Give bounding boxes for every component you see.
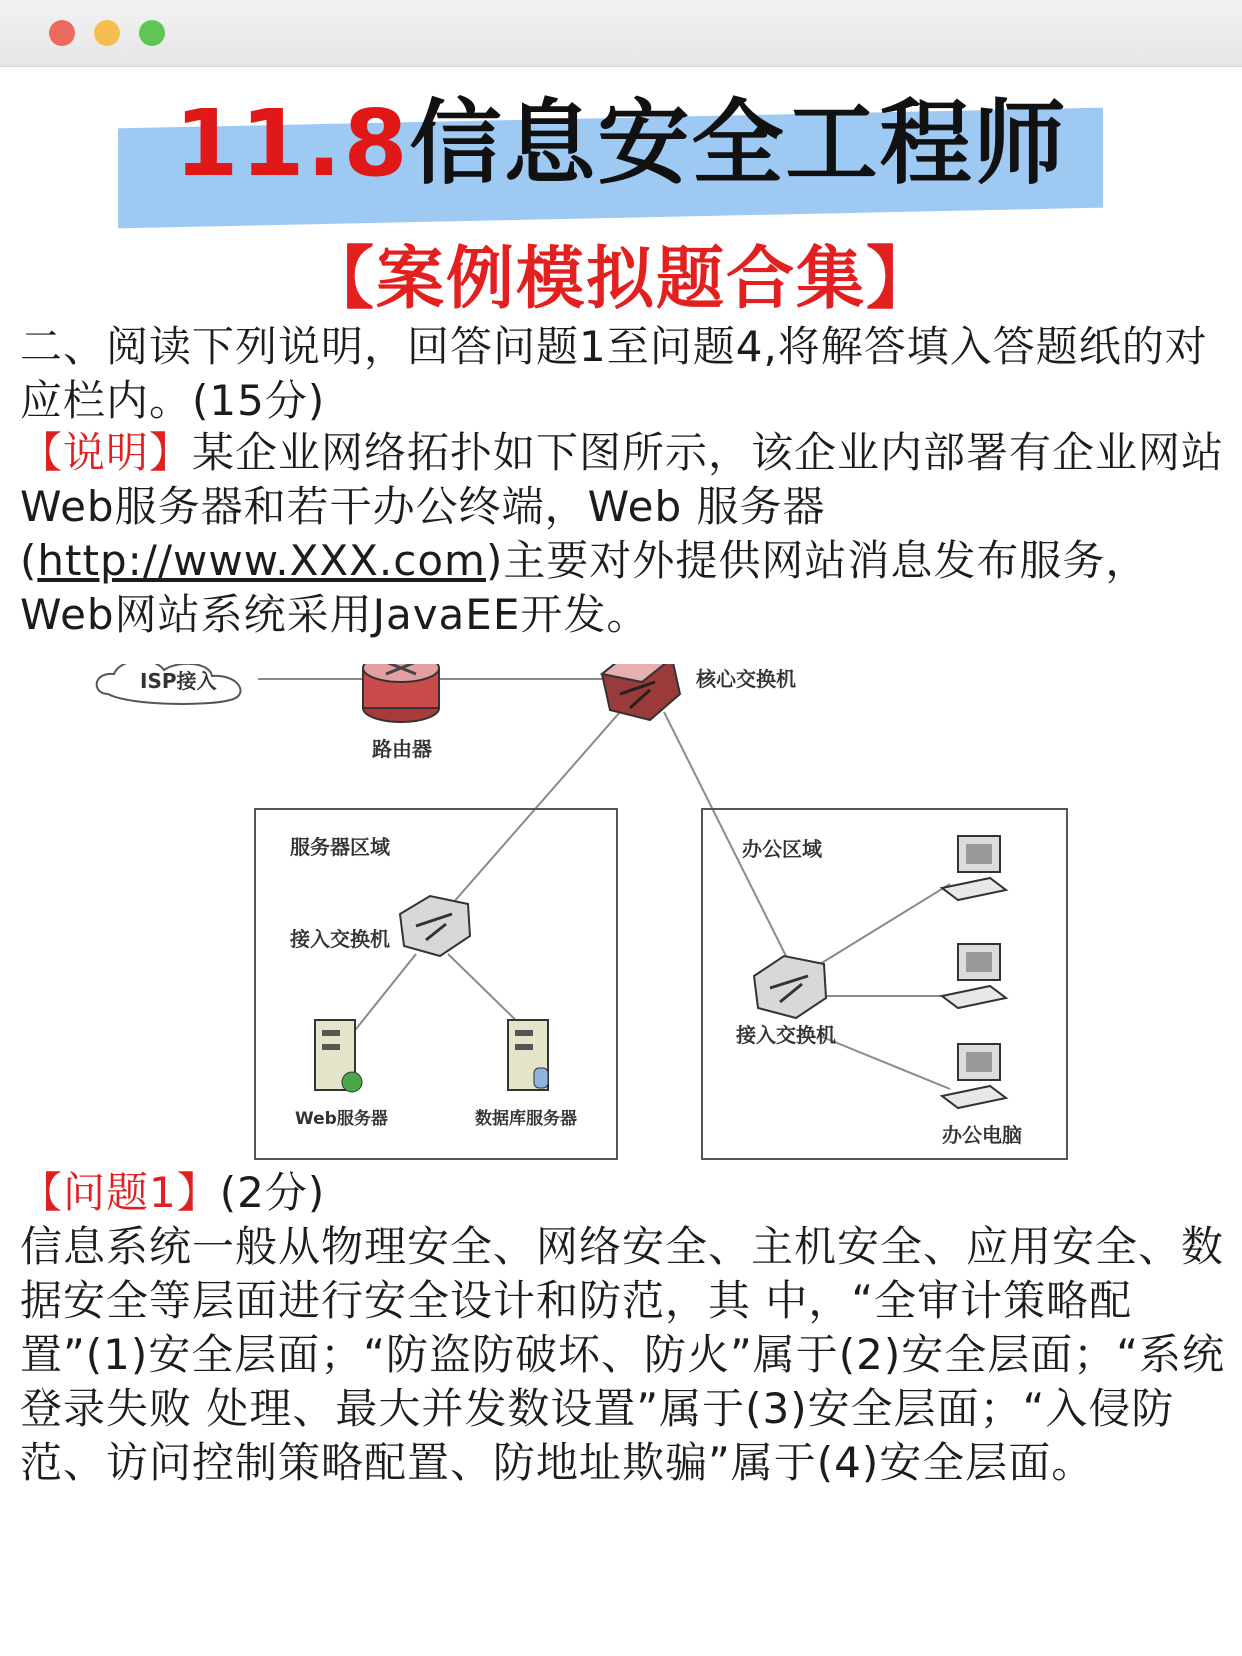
page-title — [0, 88, 1242, 200]
office-pc-label: 办公电脑 — [942, 1123, 1022, 1147]
web-server-icon — [315, 1020, 362, 1092]
question-1-header — [20, 1166, 1235, 1220]
database-server-icon — [508, 1020, 548, 1090]
maximize-window-button[interactable] — [139, 20, 165, 46]
question-1-tag: 【问题1】 — [20, 1168, 220, 1217]
page-subtitle: 【案例模拟题合集】 — [305, 240, 936, 319]
office-zone-label: 办公区域 — [742, 837, 822, 861]
question-1-score: (2分) — [219, 1168, 326, 1217]
server-zone-label: 服务器区域 — [290, 835, 390, 859]
title-number: 11.8 — [174, 90, 410, 197]
title-text: 信息安全工程师 — [409, 90, 1068, 197]
description-tag: 【说明】 — [20, 428, 193, 477]
description-text-a: 某企业网络拓扑如下图所示，该企业内部署有企业网站Web服务器和若干办公终端，Web 服务器( — [20, 428, 1225, 585]
section-intro: 二、阅读下列说明，回答问题1至问题4,将解答填入答题纸的对应栏内。(15分) — [20, 322, 1208, 425]
web-server-label: Web服务器 — [295, 1109, 388, 1129]
website-link[interactable]: http://www.XXX.com — [37, 536, 486, 585]
close-window-button[interactable] — [49, 20, 75, 46]
office-access-switch-label: 接入交换机 — [736, 1023, 836, 1047]
description-text-b: )主要对外提供网站消息发布服务，Web网站系统采用JavaEE开发。 — [20, 536, 1149, 639]
isp-label: ISP接入 — [140, 669, 217, 693]
router-icon — [363, 664, 439, 722]
window-titlebar — [0, 0, 1242, 67]
server-access-switch-label: 接入交换机 — [290, 927, 390, 951]
network-topology-diagram — [90, 664, 1140, 1234]
minimize-window-button[interactable] — [94, 20, 120, 46]
router-label: 路由器 — [372, 737, 432, 761]
question-1-text: 信息系统一般从物理安全、网络安全、主机安全、应用安全、数据安全等层面进行安全设计和防范，其 中，“全审计策略配置”(1)安全层面；“防盗防破坏、防火”属于(2)安全层面；“系统登录失败 处理、最大并发数设置”属于(3)安全层面；“入侵防范、访问控制策略配置、防地址欺骗”属于(4)安全层面。 — [20, 1222, 1226, 1487]
database-server-label: 数据库服务器 — [475, 1109, 577, 1129]
core-switch-label: 核心交换机 — [696, 667, 796, 691]
description — [20, 426, 1235, 642]
